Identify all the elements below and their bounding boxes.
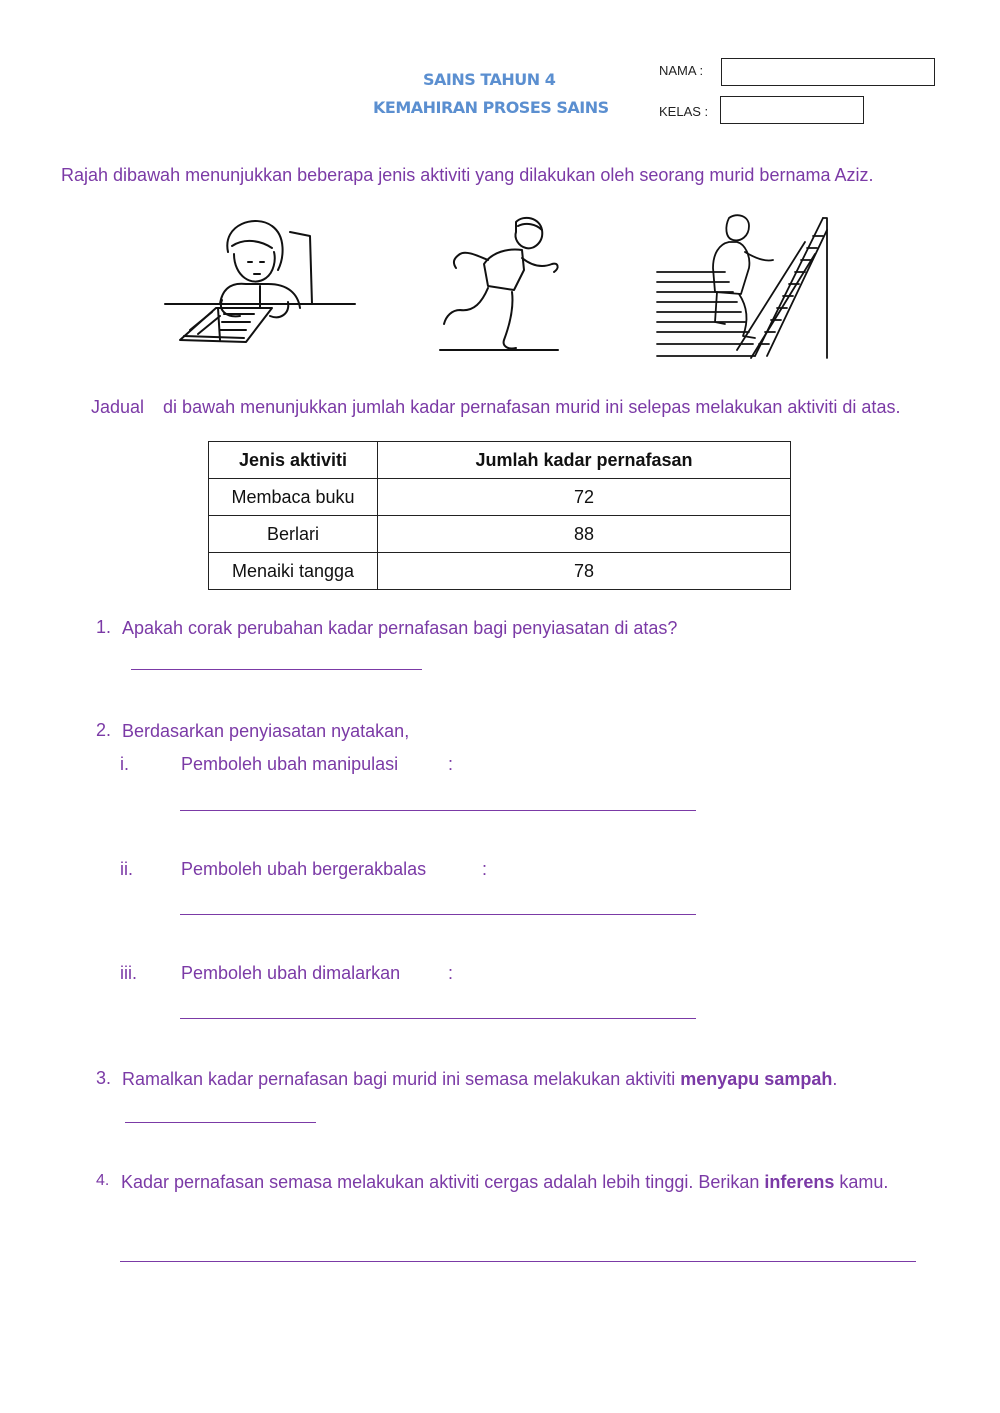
q2-number: 2. bbox=[96, 720, 112, 740]
q2-sub2-number: ii. bbox=[120, 859, 133, 879]
value-cell: 78 bbox=[378, 553, 791, 590]
value-cell: 88 bbox=[378, 516, 791, 553]
climbing-stairs-boy-icon bbox=[655, 212, 830, 360]
q3-answer-line[interactable] bbox=[125, 1122, 316, 1123]
q2-sub1-answer-line[interactable] bbox=[180, 810, 696, 811]
q2-sub3-label: Pemboleh ubah dimalarkan bbox=[181, 963, 401, 983]
q4-text-bold: inferens bbox=[764, 1172, 835, 1192]
q3-text bbox=[122, 1068, 952, 1091]
table-row bbox=[209, 479, 791, 516]
q1-number: 1. bbox=[96, 617, 112, 637]
header-jenis-aktiviti: Jenis aktiviti bbox=[209, 442, 378, 479]
table-intro-word: Jadual bbox=[91, 397, 145, 417]
running-boy-icon bbox=[438, 212, 563, 357]
q1-answer-line[interactable] bbox=[131, 669, 422, 670]
nama-label: NAMA : bbox=[659, 63, 704, 78]
kelas-label: KELAS : bbox=[659, 104, 709, 119]
header-jumlah-kadar: Jumlah kadar pernafasan bbox=[378, 442, 791, 479]
table-row bbox=[209, 516, 791, 553]
q4-answer-line[interactable] bbox=[120, 1261, 916, 1262]
kelas-field[interactable] bbox=[720, 96, 864, 124]
table-row bbox=[209, 553, 791, 590]
q4-text-main: Kadar pernafasan semasa melakukan aktiviti cergas adalah lebih tinggi. Berikan bbox=[121, 1172, 765, 1192]
value-cell: 72 bbox=[378, 479, 791, 516]
worksheet-subtitle: KEMAHIRAN PROSES SAINS bbox=[373, 98, 609, 117]
q3-text-main: Ramalkan kadar pernafasan bagi murid ini semasa melakukan aktiviti bbox=[122, 1069, 681, 1089]
q4-text bbox=[121, 1171, 926, 1194]
reading-boy-icon bbox=[160, 212, 360, 357]
q3-number: 3. bbox=[96, 1068, 112, 1088]
q2-sub1-colon: : bbox=[448, 754, 454, 774]
q3-text-end: . bbox=[832, 1069, 838, 1089]
q2-sub3-colon: : bbox=[448, 963, 454, 983]
table-intro-rest: di bawah menunjukkan jumlah kadar pernafasan murid ini selepas melakukan aktiviti di atas. bbox=[163, 397, 901, 417]
q3-text-bold: menyapu sampah bbox=[680, 1069, 833, 1089]
worksheet-title: SAINS TAHUN 4 bbox=[423, 70, 556, 89]
q2-sub2-colon: : bbox=[482, 859, 488, 879]
q2-sub2-label: Pemboleh ubah bergerakbalas bbox=[181, 859, 427, 879]
q2-sub1-label: Pemboleh ubah manipulasi bbox=[181, 754, 399, 774]
intro-paragraph: Rajah dibawah menunjukkan beberapa jenis aktiviti yang dilakukan oleh seorang murid bernama Aziz. bbox=[61, 165, 874, 185]
respiration-table bbox=[208, 441, 791, 590]
activity-cell: Membaca buku bbox=[209, 479, 378, 516]
q4-number: 4. bbox=[96, 1172, 110, 1189]
q2-sub1-number: i. bbox=[120, 754, 129, 774]
table-header-row bbox=[209, 442, 791, 479]
q2-sub3-answer-line[interactable] bbox=[180, 1018, 696, 1019]
q1-text: Apakah corak perubahan kadar pernafasan bagi penyiasatan di atas? bbox=[122, 618, 678, 638]
q2-text: Berdasarkan penyiasatan nyatakan, bbox=[122, 721, 410, 741]
q2-sub3-number: iii. bbox=[120, 963, 137, 983]
nama-field[interactable] bbox=[721, 58, 935, 86]
table-intro bbox=[91, 396, 936, 419]
activity-cell: Berlari bbox=[209, 516, 378, 553]
q2-sub2-answer-line[interactable] bbox=[180, 914, 696, 915]
q4-text-end: kamu. bbox=[834, 1172, 889, 1192]
activity-cell: Menaiki tangga bbox=[209, 553, 378, 590]
